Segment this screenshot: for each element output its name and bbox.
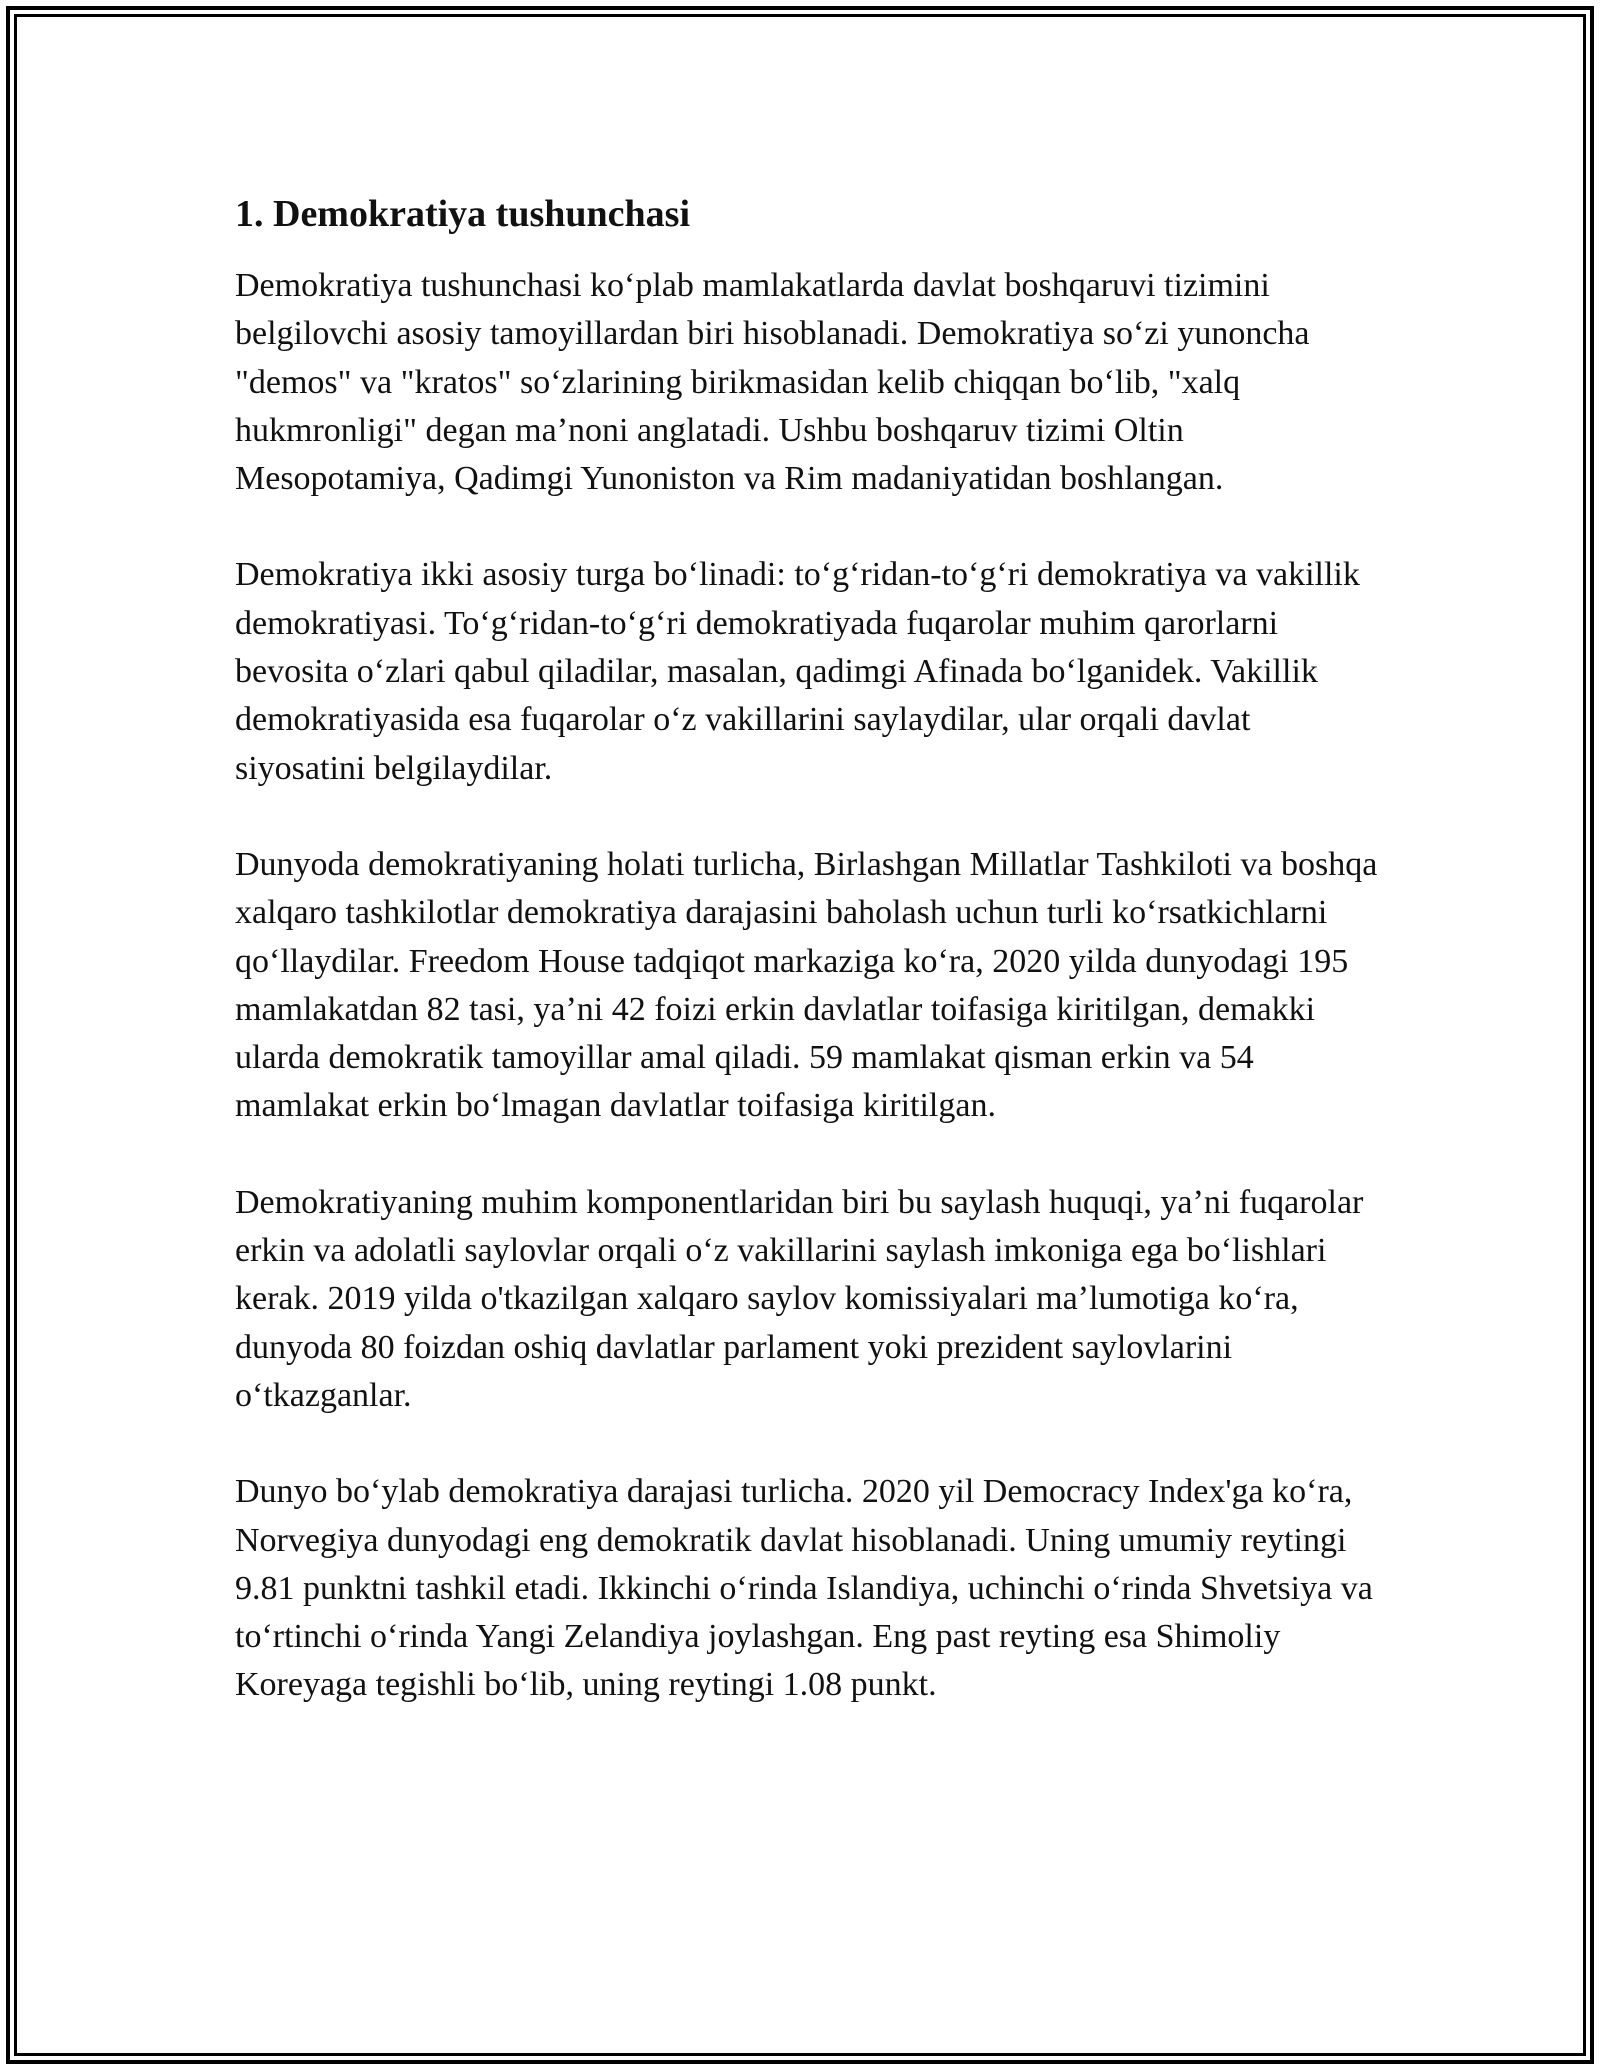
paragraph-types: Demokratiya ikki asosiy turga boʻlinadi: toʻgʻridan-toʻgʻri demokratiya va vakillik demokratiyasi. Toʻgʻridan-toʻgʻri demokratiyada fuqarolar muhim qarorlarni bevosita oʻzlari qabul qiladilar, masalan, qadimgi Afinada boʻlganidek. Vakillik demokratiyasida esa fuqarolar oʻz vakillarini saylaydilar, ular orqali davlat siyosatini belgilaydilar. <box>235 556 1360 787</box>
paragraph-definition: Demokratiya tushunchasi koʻplab mamlakatlarda davlat boshqaruvi tizimini belgilovchi asosiy tamoyillardan biri hisoblanadi. Demokratiya soʻzi yunoncha "demos" va "kratos" soʻzlarining birikmasidan kelib chiqqan boʻlib, "xalq hukmronligi" degan maʼnoni anglatadi. Ushbu boshqaruv tizimi Oltin Mesopotamiya, Qadimgi Yunoniston va Rim madaniyatidan boshlangan. <box>235 267 1310 498</box>
paragraph-democracy-index: Dunyo boʻylab demokratiya darajasi turlicha. 2020 yil Democracy Index'ga koʻra, Norvegiya dunyodagi eng demokratik davlat hisoblanadi. Uning umumiy reytingi 9.81 punktni tashkil etadi. Ikkinchi oʻrinda Islandiya, uchinchi oʻrinda Shvetsiya va toʻrtinchi oʻrinda Yangi Zelandiya joylashgan. Eng past reyting esa Shimoliy Koreyaga tegishli boʻlib, uning reytingi 1.08 punkt. <box>235 1473 1373 1704</box>
paragraph-voting-rights: Demokratiyaning muhim komponentlaridan biri bu saylash huquqi, yaʼni fuqarolar erkin va adolatli saylovlar orqali oʻz vakillarini saylash imkoniga ega boʻlishlari kerak. 2019 yilda o'tkazilgan xalqaro saylov komissiyalari maʼlumotiga koʻra, dunyoda 80 foizdan oshiq davlatlar parlament yoki prezident saylovlarini oʻtkazganlar. <box>235 1183 1364 1414</box>
section-heading: 1. Demokratiya tushunchasi <box>235 193 690 235</box>
document-body <box>235 186 1380 1710</box>
paragraph-world-status: Dunyoda demokratiyaning holati turlicha, Birlashgan Millatlar Tashkiloti va boshqa xalqaro tashkilotlar demokratiya darajasini baholash uchun turli koʻrsatkichlarni qoʻllaydilar. Freedom House tadqiqot markaziga koʻra, 2020 yilda dunyodagi 195 mamlakatdan 82 tasi, yaʼni 42 foizi erkin davlatlar toifasiga kiritilgan, demakki ularda demokratik tamoyillar amal qiladi. 59 mamlakat qisman erkin va 54 mamlakat erkin boʻlmagan davlatlar toifasiga kiritilgan. <box>235 845 1378 1125</box>
